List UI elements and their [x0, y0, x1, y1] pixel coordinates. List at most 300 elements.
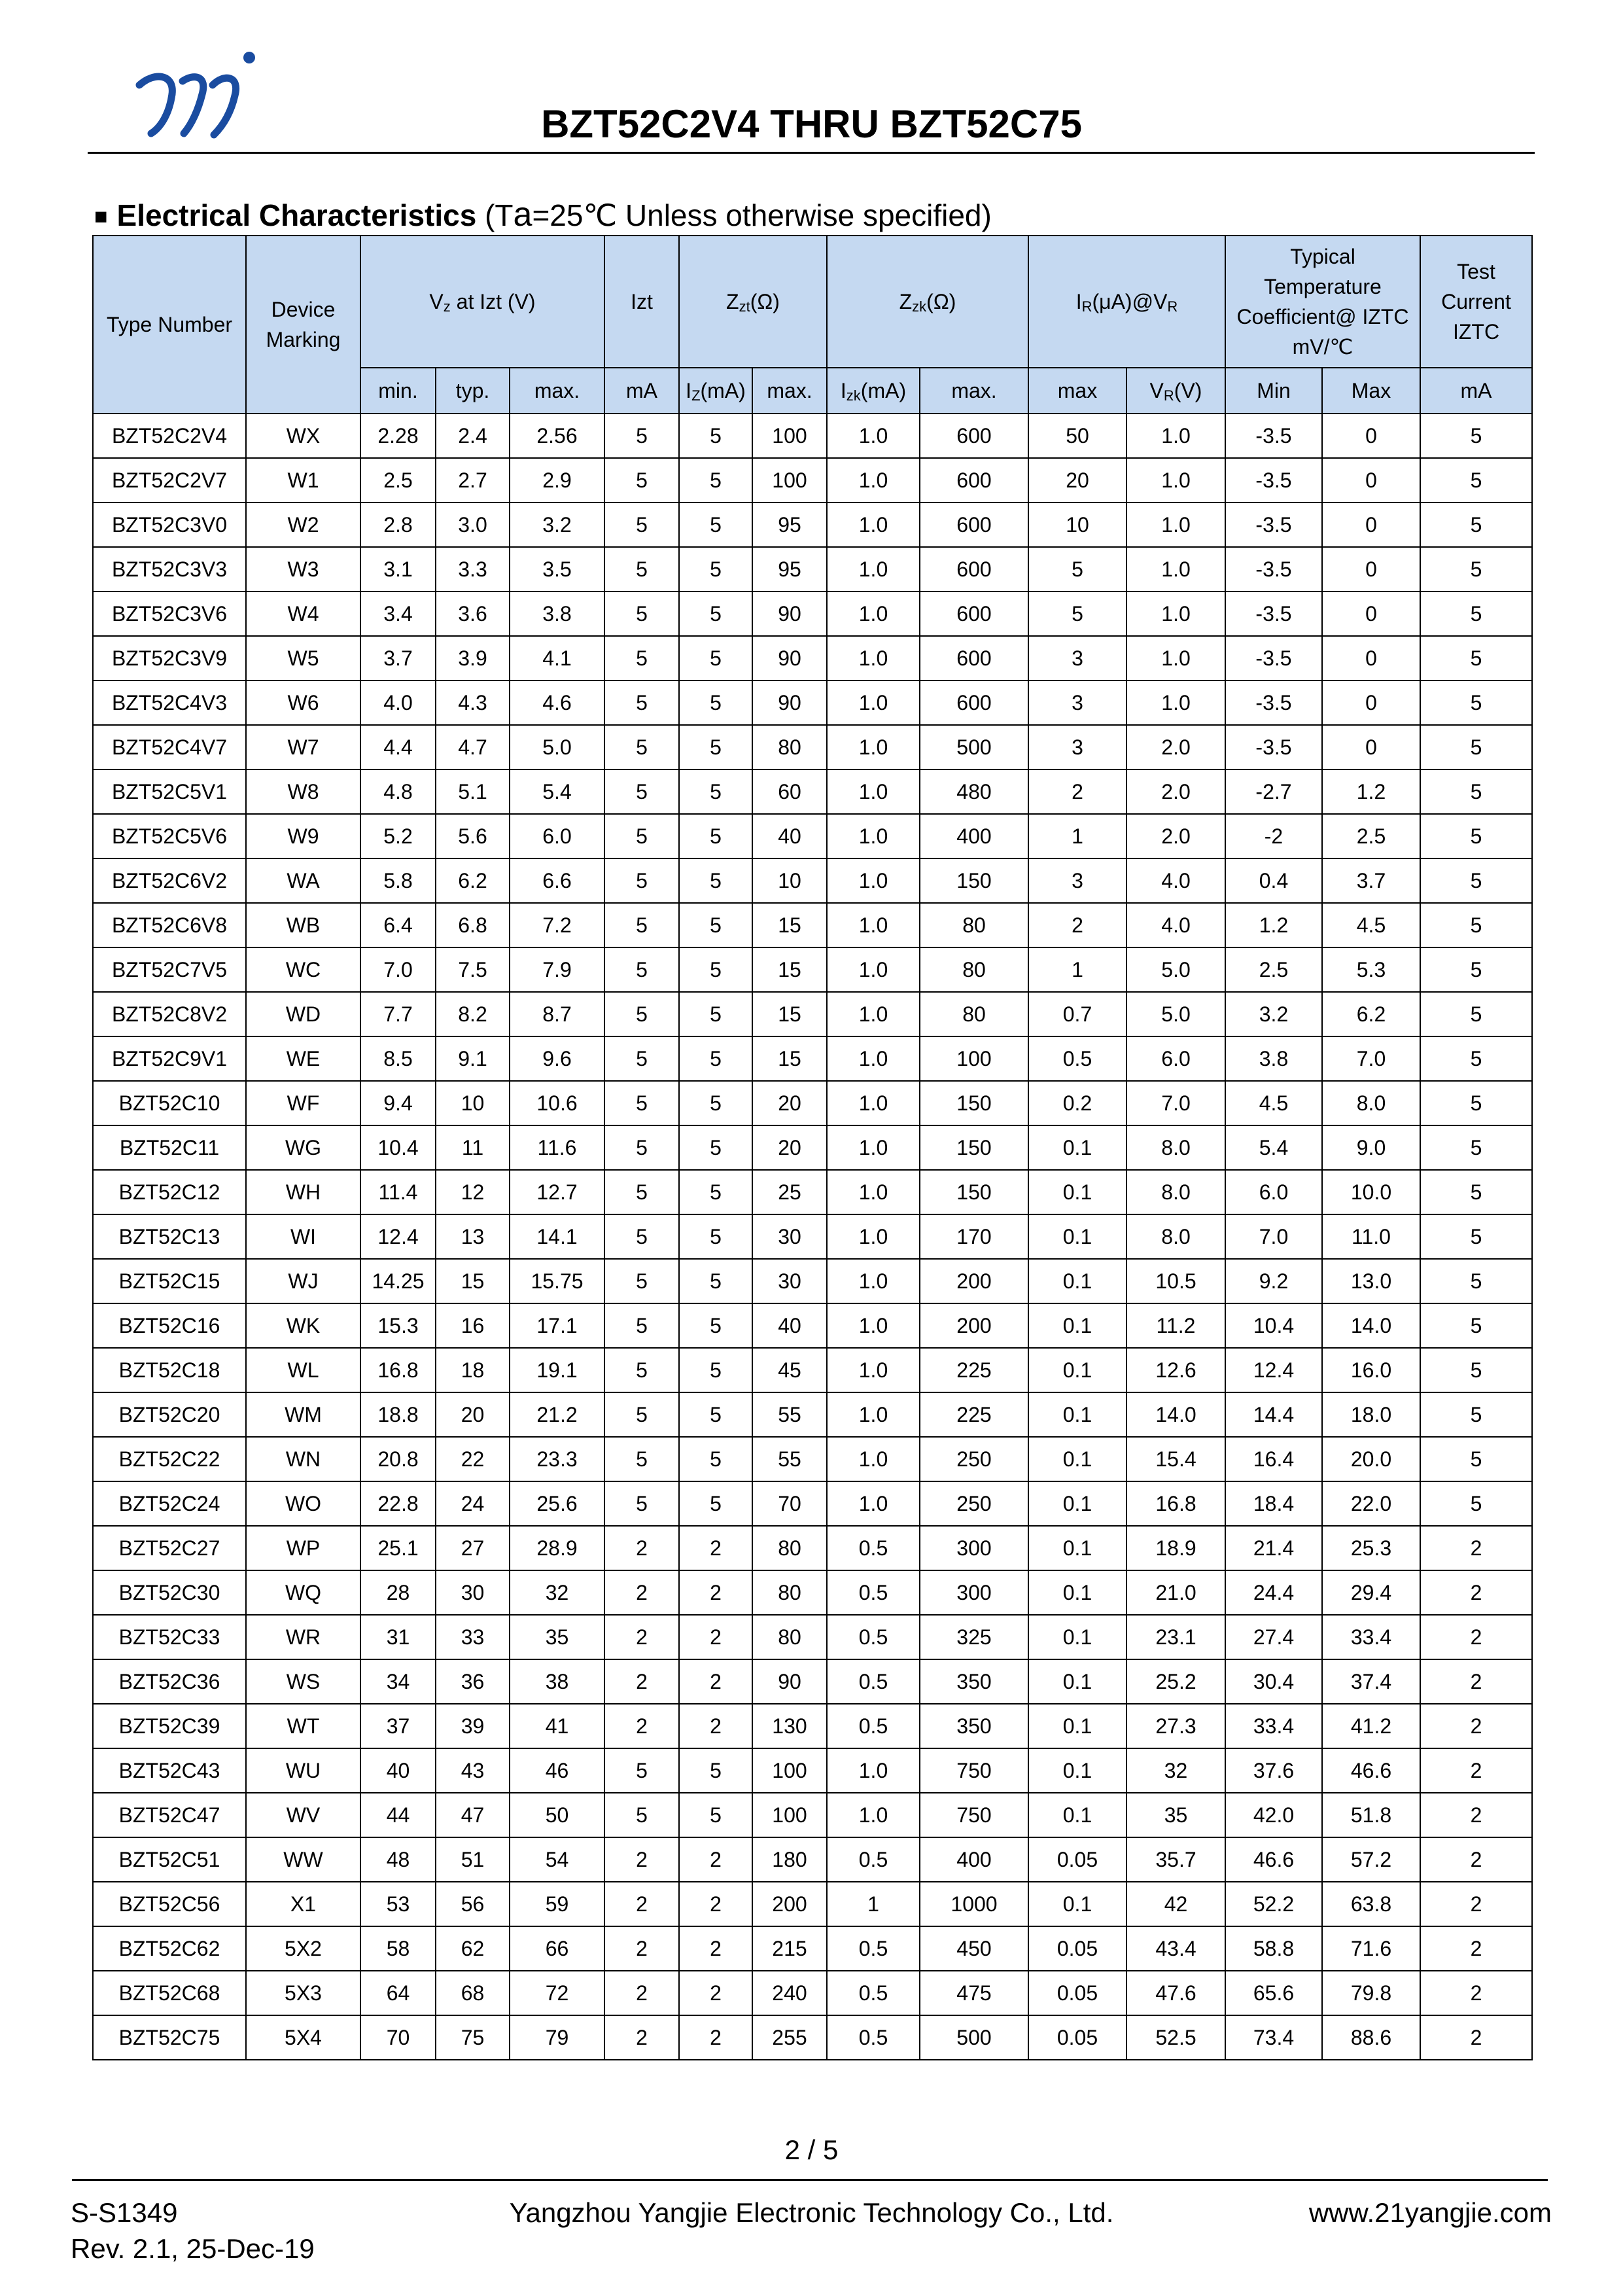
cell-vr: 6.0 — [1126, 1036, 1225, 1081]
cell-izk: 1.0 — [827, 725, 920, 769]
cell-type-number: BZT52C56 — [93, 1882, 246, 1926]
cell-zzk-max: 500 — [920, 725, 1028, 769]
cell-ir-max: 0.1 — [1028, 1882, 1126, 1926]
cell-zzt-max: 40 — [752, 814, 827, 858]
cell-test-current: 5 — [1420, 814, 1532, 858]
cell-tc-min: 46.6 — [1225, 1837, 1322, 1882]
cell-tc-max: 8.0 — [1322, 1081, 1420, 1125]
cell-zzk-max: 80 — [920, 903, 1028, 947]
cell-vz-max: 66 — [510, 1926, 604, 1971]
table-body — [93, 414, 1532, 2060]
cell-zzt-max: 90 — [752, 592, 827, 636]
cell-zzt-max: 55 — [752, 1392, 827, 1437]
cell-tc-max: 0 — [1322, 592, 1420, 636]
cell-test-current: 5 — [1420, 858, 1532, 903]
cell-vr: 7.0 — [1126, 1081, 1225, 1125]
col-zzt: $Z_{zt}(\Omega)$ — [679, 236, 827, 368]
page-number: 2 / 5 — [784, 2134, 839, 2165]
cell-vz-max: 17.1 — [510, 1303, 604, 1348]
table-row — [93, 1348, 1532, 1392]
cell-tc-min: -2.7 — [1225, 769, 1322, 814]
cell-test-current: 2 — [1420, 1882, 1532, 1926]
cell-vz-min: 3.1 — [360, 547, 436, 592]
cell-test-current: 5 — [1420, 1125, 1532, 1170]
cell-vz-typ: 15 — [436, 1259, 510, 1303]
cell-izt: 5 — [604, 725, 679, 769]
cell-vr: 11.2 — [1126, 1303, 1225, 1348]
cell-iz: 5 — [679, 547, 752, 592]
cell-tc-min: 21.4 — [1225, 1526, 1322, 1570]
cell-izk: 1.0 — [827, 1214, 920, 1259]
cell-ir-max: 0.1 — [1028, 1793, 1126, 1837]
cell-izk: 1.0 — [827, 1303, 920, 1348]
cell-tc-max: 79.8 — [1322, 1971, 1420, 2015]
table-row — [93, 1926, 1532, 1971]
cell-vz-min: 34 — [360, 1659, 436, 1704]
cell-tc-min: -3.5 — [1225, 592, 1322, 636]
cell-test-current: 2 — [1420, 2015, 1532, 2060]
cell-vz-typ: 3.3 — [436, 547, 510, 592]
cell-izt: 2 — [604, 1570, 679, 1615]
cell-izk: 1.0 — [827, 947, 920, 992]
cell-izk: 0.5 — [827, 1926, 920, 1971]
cell-zzk-max: 350 — [920, 1659, 1028, 1704]
table-row — [93, 680, 1532, 725]
cell-izk: 1.0 — [827, 769, 920, 814]
cell-izk: 1.0 — [827, 903, 920, 947]
table-row — [93, 414, 1532, 458]
cell-device-marking: WJ — [246, 1259, 360, 1303]
cell-izt: 2 — [604, 1659, 679, 1704]
cell-iz: 2 — [679, 1526, 752, 1570]
cell-vr: 1.0 — [1126, 503, 1225, 547]
table-row — [93, 1170, 1532, 1214]
section-title: Electrical Characteristics — [116, 198, 477, 232]
cell-izk: 1.0 — [827, 1748, 920, 1793]
cell-zzk-max: 225 — [920, 1348, 1028, 1392]
cell-ir-max: 50 — [1028, 414, 1126, 458]
cell-tc-min: -3.5 — [1225, 636, 1322, 680]
condition-text: =25℃ Unless otherwise specified) — [532, 198, 992, 232]
cell-tc-min: 73.4 — [1225, 2015, 1322, 2060]
cell-vz-min: 40 — [360, 1748, 436, 1793]
cell-tc-max: 51.8 — [1322, 1793, 1420, 1837]
cell-zzk-max: 475 — [920, 1971, 1028, 2015]
cell-tc-max: 88.6 — [1322, 2015, 1420, 2060]
col-type-number: Type Number — [93, 236, 246, 414]
cell-type-number: BZT52C62 — [93, 1926, 246, 1971]
cell-type-number: BZT52C36 — [93, 1659, 246, 1704]
cell-zzt-max: 10 — [752, 858, 827, 903]
cell-ir-max: 0.1 — [1028, 1570, 1126, 1615]
cell-vz-min: 5.2 — [360, 814, 436, 858]
cell-izk: 1.0 — [827, 1081, 920, 1125]
table-row — [93, 1793, 1532, 1837]
cell-tc-max: 4.5 — [1322, 903, 1420, 947]
sub-iz-ma: $I_Z(mA)$ — [679, 368, 752, 414]
cell-izk: 1.0 — [827, 992, 920, 1036]
cell-type-number: BZT52C68 — [93, 1971, 246, 2015]
cell-vz-typ: 11 — [436, 1125, 510, 1170]
table-row — [93, 1303, 1532, 1348]
cell-zzk-max: 300 — [920, 1526, 1028, 1570]
cell-zzt-max: 100 — [752, 1748, 827, 1793]
table-row — [93, 1704, 1532, 1748]
cell-vz-max: 28.9 — [510, 1526, 604, 1570]
cell-zzt-max: 80 — [752, 1570, 827, 1615]
cell-test-current: 2 — [1420, 1971, 1532, 2015]
cell-test-current: 5 — [1420, 1081, 1532, 1125]
cell-iz: 5 — [679, 1392, 752, 1437]
cell-zzk-max: 750 — [920, 1793, 1028, 1837]
cell-ir-max: 1 — [1028, 947, 1126, 992]
cell-ir-max: 0.7 — [1028, 992, 1126, 1036]
cell-type-number: BZT52C13 — [93, 1214, 246, 1259]
table-row — [93, 858, 1532, 903]
cell-device-marking: WO — [246, 1481, 360, 1526]
cell-vz-min: 2.5 — [360, 458, 436, 503]
cell-vr: 35 — [1126, 1793, 1225, 1837]
cell-ir-max: 5 — [1028, 592, 1126, 636]
cell-vz-min: 8.5 — [360, 1036, 436, 1081]
cell-izt: 5 — [604, 769, 679, 814]
table-row — [93, 1125, 1532, 1170]
cell-ir-max: 20 — [1028, 458, 1126, 503]
cell-tc-min: 24.4 — [1225, 1570, 1322, 1615]
table-row — [93, 903, 1532, 947]
sub-vr-v: $V_R(V)$ — [1126, 368, 1225, 414]
cell-vz-max: 59 — [510, 1882, 604, 1926]
cell-iz: 5 — [679, 1036, 752, 1081]
cell-ir-max: 3 — [1028, 725, 1126, 769]
cell-tc-max: 63.8 — [1322, 1882, 1420, 1926]
cell-device-marking: WQ — [246, 1570, 360, 1615]
cell-zzk-max: 750 — [920, 1748, 1028, 1793]
cell-vz-typ: 5.1 — [436, 769, 510, 814]
cell-vz-typ: 62 — [436, 1926, 510, 1971]
cell-vr: 21.0 — [1126, 1570, 1225, 1615]
cell-test-current: 2 — [1420, 1615, 1532, 1659]
cell-vz-typ: 7.5 — [436, 947, 510, 992]
cell-vz-min: 4.0 — [360, 680, 436, 725]
cell-vz-typ: 10 — [436, 1081, 510, 1125]
cell-tc-max: 0 — [1322, 458, 1420, 503]
cell-tc-max: 29.4 — [1322, 1570, 1420, 1615]
cell-test-current: 2 — [1420, 1704, 1532, 1748]
cell-izt: 5 — [604, 1170, 679, 1214]
cell-ir-max: 5 — [1028, 547, 1126, 592]
cell-device-marking: WE — [246, 1036, 360, 1081]
cell-test-current: 5 — [1420, 1392, 1532, 1437]
cell-vz-max: 9.6 — [510, 1036, 604, 1081]
cell-ir-max: 0.1 — [1028, 1437, 1126, 1481]
cell-vz-typ: 3.9 — [436, 636, 510, 680]
cell-tc-max: 41.2 — [1322, 1704, 1420, 1748]
cell-test-current: 5 — [1420, 1036, 1532, 1081]
cell-vz-min: 64 — [360, 1971, 436, 2015]
cell-izt: 2 — [604, 1971, 679, 2015]
cell-tc-min: 52.2 — [1225, 1882, 1322, 1926]
cell-tc-min: 12.4 — [1225, 1348, 1322, 1392]
cell-zzt-max: 20 — [752, 1081, 827, 1125]
cell-ir-max: 0.1 — [1028, 1526, 1126, 1570]
cell-type-number: BZT52C24 — [93, 1481, 246, 1526]
revision-date: Rev. 2.1, 25-Dec-19 — [71, 2233, 315, 2264]
cell-vr: 15.4 — [1126, 1437, 1225, 1481]
cell-zzt-max: 30 — [752, 1259, 827, 1303]
cell-test-current: 2 — [1420, 1837, 1532, 1882]
cell-vz-typ: 9.1 — [436, 1036, 510, 1081]
cell-tc-max: 10.0 — [1322, 1170, 1420, 1214]
cell-iz: 5 — [679, 992, 752, 1036]
cell-tc-min: 3.8 — [1225, 1036, 1322, 1081]
cell-tc-max: 22.0 — [1322, 1481, 1420, 1526]
sub-zzk-max: max. — [920, 368, 1028, 414]
cell-tc-min: 33.4 — [1225, 1704, 1322, 1748]
cell-device-marking: W5 — [246, 636, 360, 680]
cell-vr: 2.0 — [1126, 814, 1225, 858]
cell-zzt-max: 25 — [752, 1170, 827, 1214]
cell-type-number: BZT52C3V3 — [93, 547, 246, 592]
cell-vz-max: 8.7 — [510, 992, 604, 1036]
cell-izk: 0.5 — [827, 1526, 920, 1570]
cell-izt: 5 — [604, 1214, 679, 1259]
cell-iz: 5 — [679, 1170, 752, 1214]
cell-vz-min: 15.3 — [360, 1303, 436, 1348]
cell-zzk-max: 600 — [920, 592, 1028, 636]
cell-type-number: BZT52C5V6 — [93, 814, 246, 858]
cell-zzt-max: 45 — [752, 1348, 827, 1392]
cell-zzk-max: 150 — [920, 1081, 1028, 1125]
cell-iz: 2 — [679, 1882, 752, 1926]
cell-ir-max: 0.05 — [1028, 1971, 1126, 2015]
cell-device-marking: WK — [246, 1303, 360, 1348]
cell-vr: 1.0 — [1126, 547, 1225, 592]
cell-izt: 5 — [604, 1392, 679, 1437]
cell-vr: 52.5 — [1126, 2015, 1225, 2060]
cell-tc-min: 0.4 — [1225, 858, 1322, 903]
footer-rule — [72, 2179, 1548, 2181]
cell-vz-typ: 36 — [436, 1659, 510, 1704]
cell-tc-min: 18.4 — [1225, 1481, 1322, 1526]
cell-vz-typ: 12 — [436, 1170, 510, 1214]
cell-device-marking: WL — [246, 1348, 360, 1392]
col-vz: $V_z$ at Izt (V) — [360, 236, 604, 368]
cell-iz: 5 — [679, 858, 752, 903]
table-row — [93, 992, 1532, 1036]
table-row — [93, 547, 1532, 592]
document-title: BZT52C2V4 THRU BZT52C75 — [541, 102, 1082, 146]
cell-type-number: BZT52C12 — [93, 1170, 246, 1214]
cell-vz-max: 79 — [510, 2015, 604, 2060]
cell-tc-max: 20.0 — [1322, 1437, 1420, 1481]
cell-type-number: BZT52C2V4 — [93, 414, 246, 458]
cell-zzt-max: 80 — [752, 725, 827, 769]
cell-vr: 8.0 — [1126, 1125, 1225, 1170]
cell-izk: 1.0 — [827, 458, 920, 503]
document-code: S-S1349 — [71, 2197, 178, 2228]
cell-iz: 5 — [679, 1125, 752, 1170]
cell-zzk-max: 80 — [920, 947, 1028, 992]
cell-iz: 5 — [679, 414, 752, 458]
cell-vz-max: 23.3 — [510, 1437, 604, 1481]
cell-vz-max: 12.7 — [510, 1170, 604, 1214]
cell-tc-min: 1.2 — [1225, 903, 1322, 947]
cell-vz-max: 5.4 — [510, 769, 604, 814]
cell-type-number: BZT52C47 — [93, 1793, 246, 1837]
cell-izk: 0.5 — [827, 1837, 920, 1882]
cell-type-number: BZT52C5V1 — [93, 769, 246, 814]
cell-izt: 5 — [604, 503, 679, 547]
cell-type-number: BZT52C30 — [93, 1570, 246, 1615]
cell-vz-min: 7.0 — [360, 947, 436, 992]
cell-iz: 5 — [679, 814, 752, 858]
cell-vr: 12.6 — [1126, 1348, 1225, 1392]
cell-vz-typ: 8.2 — [436, 992, 510, 1036]
cell-device-marking: WP — [246, 1526, 360, 1570]
cell-vz-min: 28 — [360, 1570, 436, 1615]
cell-izk: 1.0 — [827, 636, 920, 680]
cell-device-marking: WT — [246, 1704, 360, 1748]
cell-tc-max: 16.0 — [1322, 1348, 1420, 1392]
cell-zzk-max: 150 — [920, 858, 1028, 903]
cell-device-marking: W3 — [246, 547, 360, 592]
col-ir: $I_R(\mu A)@V_R$ — [1028, 236, 1225, 368]
cell-device-marking: 5X2 — [246, 1926, 360, 1971]
cell-vz-max: 3.2 — [510, 503, 604, 547]
cell-ir-max: 0.5 — [1028, 1036, 1126, 1081]
cell-izk: 1.0 — [827, 858, 920, 903]
cell-vz-min: 3.7 — [360, 636, 436, 680]
cell-izt: 5 — [604, 680, 679, 725]
cell-izt: 5 — [604, 814, 679, 858]
cell-type-number: BZT52C18 — [93, 1348, 246, 1392]
col-zzk: $Z_{zk}(\Omega)$ — [827, 236, 1028, 368]
cell-device-marking: WD — [246, 992, 360, 1036]
cell-izt: 5 — [604, 992, 679, 1036]
cell-izt: 5 — [604, 1348, 679, 1392]
cell-vr: 23.1 — [1126, 1615, 1225, 1659]
cell-izk: 1.0 — [827, 592, 920, 636]
cell-vr: 1.0 — [1126, 680, 1225, 725]
cell-vz-typ: 39 — [436, 1704, 510, 1748]
cell-zzt-max: 100 — [752, 458, 827, 503]
cell-vr: 27.3 — [1126, 1704, 1225, 1748]
cell-iz: 5 — [679, 1748, 752, 1793]
cell-izt: 2 — [604, 1837, 679, 1882]
cell-zzk-max: 600 — [920, 636, 1028, 680]
cell-tc-min: 10.4 — [1225, 1303, 1322, 1348]
cell-vr: 25.2 — [1126, 1659, 1225, 1704]
cell-vz-max: 38 — [510, 1659, 604, 1704]
cell-zzk-max: 200 — [920, 1259, 1028, 1303]
cell-tc-max: 2.5 — [1322, 814, 1420, 858]
cell-tc-min: -3.5 — [1225, 458, 1322, 503]
cell-vz-min: 5.8 — [360, 858, 436, 903]
cell-izt: 5 — [604, 1748, 679, 1793]
cell-vz-max: 50 — [510, 1793, 604, 1837]
cell-test-current: 2 — [1420, 1793, 1532, 1837]
cell-tc-min: 9.2 — [1225, 1259, 1322, 1303]
cell-izt: 5 — [604, 1125, 679, 1170]
cell-zzk-max: 600 — [920, 458, 1028, 503]
cell-type-number: BZT52C6V2 — [93, 858, 246, 903]
cell-vz-typ: 75 — [436, 2015, 510, 2060]
cell-izk: 1.0 — [827, 414, 920, 458]
cell-iz: 2 — [679, 1837, 752, 1882]
cell-tc-min: 65.6 — [1225, 1971, 1322, 2015]
cell-ir-max: 0.1 — [1028, 1125, 1126, 1170]
cell-vz-max: 3.8 — [510, 592, 604, 636]
website-link[interactable]: www.21yangjie.com — [1308, 2197, 1552, 2228]
cell-izt: 5 — [604, 636, 679, 680]
cell-device-marking: WM — [246, 1392, 360, 1437]
cell-vz-min: 9.4 — [360, 1081, 436, 1125]
cell-vz-typ: 68 — [436, 1971, 510, 2015]
cell-ir-max: 3 — [1028, 636, 1126, 680]
cell-type-number: BZT52C11 — [93, 1125, 246, 1170]
cell-ir-max: 0.05 — [1028, 1837, 1126, 1882]
cell-vz-min: 14.25 — [360, 1259, 436, 1303]
cell-tc-max: 5.3 — [1322, 947, 1420, 992]
cell-test-current: 2 — [1420, 1926, 1532, 1971]
col-izt: Izt — [604, 236, 679, 368]
cell-vz-typ: 43 — [436, 1748, 510, 1793]
cell-vz-max: 6.0 — [510, 814, 604, 858]
cell-tc-min: 3.2 — [1225, 992, 1322, 1036]
cell-vr: 2.0 — [1126, 769, 1225, 814]
cell-test-current: 5 — [1420, 903, 1532, 947]
cell-tc-min: 37.6 — [1225, 1748, 1322, 1793]
cell-izt: 5 — [604, 592, 679, 636]
cell-izt: 2 — [604, 1615, 679, 1659]
cell-vz-typ: 51 — [436, 1837, 510, 1882]
cell-tc-min: 16.4 — [1225, 1437, 1322, 1481]
cell-iz: 5 — [679, 636, 752, 680]
cell-vr: 47.6 — [1126, 1971, 1225, 2015]
cell-zzt-max: 240 — [752, 1971, 827, 2015]
cell-ir-max: 0.05 — [1028, 1926, 1126, 1971]
cell-test-current: 5 — [1420, 1437, 1532, 1481]
cell-izt: 5 — [604, 1081, 679, 1125]
cell-ir-max: 0.1 — [1028, 1170, 1126, 1214]
table-row — [93, 814, 1532, 858]
cell-device-marking: 5X3 — [246, 1971, 360, 2015]
cell-tc-max: 0 — [1322, 680, 1420, 725]
cell-ir-max: 0.1 — [1028, 1259, 1126, 1303]
cell-vr: 4.0 — [1126, 903, 1225, 947]
cell-device-marking: WG — [246, 1125, 360, 1170]
cell-izt: 5 — [604, 1259, 679, 1303]
table-row — [93, 1570, 1532, 1615]
cell-izt: 2 — [604, 1882, 679, 1926]
cell-izt: 5 — [604, 1793, 679, 1837]
cell-test-current: 5 — [1420, 1303, 1532, 1348]
cell-izk: 0.5 — [827, 1659, 920, 1704]
cell-zzk-max: 300 — [920, 1570, 1028, 1615]
table-row — [93, 1659, 1532, 1704]
cell-izk: 0.5 — [827, 1704, 920, 1748]
cell-type-number: BZT52C51 — [93, 1837, 246, 1882]
cell-tc-max: 71.6 — [1322, 1926, 1420, 1971]
cell-izt: 5 — [604, 858, 679, 903]
cell-zzt-max: 80 — [752, 1615, 827, 1659]
cell-tc-max: 1.2 — [1322, 769, 1420, 814]
cell-ir-max: 0.1 — [1028, 1704, 1126, 1748]
cell-izk: 1.0 — [827, 814, 920, 858]
table-row — [93, 769, 1532, 814]
cell-device-marking: W8 — [246, 769, 360, 814]
